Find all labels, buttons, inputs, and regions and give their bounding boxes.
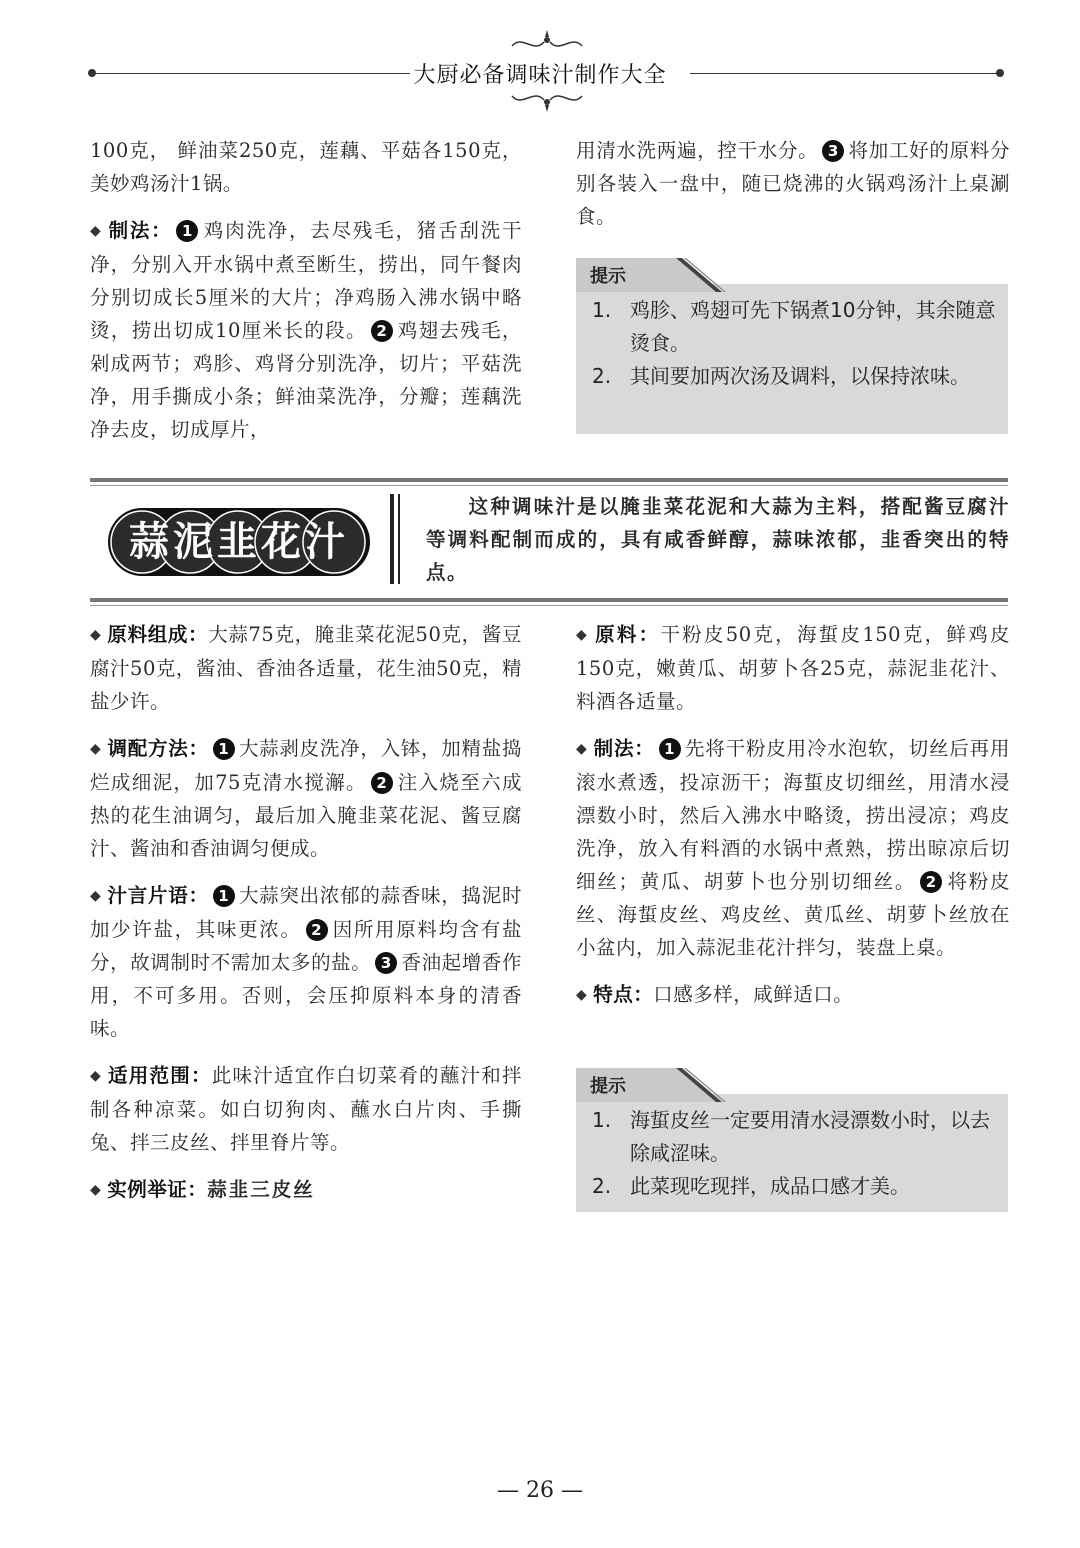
diamond-bullet-icon: ◆ xyxy=(90,888,102,904)
tip-item-text: 其间要加两次汤及调料，以保持浓味。 xyxy=(630,364,970,388)
recipe-ingredients-label: 原料： xyxy=(593,623,661,646)
tip-item-number: 1. xyxy=(592,298,612,322)
tip-item xyxy=(576,294,1008,360)
method-step-2: 鸡翅去残毛，剁成两节；鸡胗、鸡肾分别洗净，切片；平菇洗净，用手撕成小条；鲜油菜洗净，分瓣；莲藕洗净去皮，切成厚片， xyxy=(90,319,522,441)
section-intro-text: 这种调味汁是以腌韭菜花泥和大蒜为主料，搭配酱豆腐汁等调料配制而成的，具有咸香鲜醇，蒜味浓郁，韭香突出的特点。 xyxy=(426,495,1010,584)
diamond-bullet-icon: ◆ xyxy=(576,741,588,757)
feature-text: 口感多样，咸鲜适口。 xyxy=(653,983,854,1006)
method-step-1: 鸡肉洗净，去尽残毛，猪舌刮洗干净，分别入开水锅中煮至断生，捞出，同午餐肉分别切成长5厘米的大片；净鸡肠入沸水锅中略烫，捞出切成10厘米长的段。 xyxy=(90,219,522,342)
diamond-bullet-icon: ◆ xyxy=(90,1182,102,1198)
tips-step-3: 香油起增香作用，不可多用。否则，会压抑原料本身的清香味。 xyxy=(90,951,522,1040)
recipe-method-step-2: 将粉皮丝、海蜇皮丝、鸡皮丝、黄瓜丝、胡萝卜丝放在小盆内，加入蒜泥韭花汁拌匀，装盘上桌。 xyxy=(576,870,1010,959)
recipe-method-step-1: 先将干粉皮用冷水泡软，切丝后再用滚水煮透，投凉沥干；海蜇皮切细丝，用清水浸漂数小时，然后入沸水中略烫，捞出浸凉；鸡皮洗净，放入有料酒的水锅中煮熟，捞出晾凉后切细丝；黄瓜、胡萝卜也分别切细丝。 xyxy=(576,737,1010,893)
tip-item-text: 海蜇皮丝一定要用清水浸漂数小时，以去除咸涩味。 xyxy=(630,1108,990,1165)
ingredients-continued: 100克， 鲜油菜250克，莲藕、平菇各150克，美妙鸡汤汁1锅。 xyxy=(90,139,522,195)
recipe-ingredients-paragraph xyxy=(576,618,1010,718)
step-2-icon: 2 xyxy=(920,871,942,893)
section-rule-top-thin xyxy=(90,485,1008,486)
header-rule-left xyxy=(94,73,410,74)
ornament-bottom xyxy=(508,86,586,114)
recipe-method-paragraph xyxy=(576,732,1010,964)
tip-item xyxy=(576,1104,1008,1170)
ingredients-label: 原料组成： xyxy=(107,623,209,646)
section-rule-top xyxy=(90,478,1008,482)
divider-bar-thick xyxy=(390,494,394,584)
tip-item-number: 1. xyxy=(592,1108,612,1132)
tip-label-2: 提示 xyxy=(590,1076,626,1097)
header-rule-right xyxy=(690,73,1000,74)
diamond-bullet-icon: ◆ xyxy=(90,1068,102,1084)
step-2-icon: 2 xyxy=(371,772,393,794)
step-1-icon: 1 xyxy=(659,738,681,760)
top-left-column xyxy=(90,134,522,460)
method-paragraph xyxy=(90,214,522,446)
method-continued xyxy=(576,134,1010,233)
section-title: 蒜泥韭花汁 xyxy=(129,519,349,565)
diamond-bullet-icon: ◆ xyxy=(90,741,102,757)
ingredients-paragraph xyxy=(90,618,522,718)
tip-box-1 xyxy=(576,266,1008,434)
step-3-icon: 3 xyxy=(375,952,397,974)
lower-left-column xyxy=(90,618,522,1221)
tip-item xyxy=(576,1170,1008,1203)
ornament-top xyxy=(508,28,586,56)
feature-label: 特点： xyxy=(593,983,654,1006)
tips-label: 汁言片语： xyxy=(107,884,209,907)
section-rule-bottom-thin xyxy=(90,605,1008,606)
step-2-icon: 2 xyxy=(306,919,328,941)
tip-item-text: 鸡胗、鸡翅可先下锅煮10分钟，其余随意烫食。 xyxy=(630,298,996,355)
scope-paragraph xyxy=(90,1059,522,1159)
feature-paragraph xyxy=(576,978,1010,1012)
step-1-icon: 1 xyxy=(213,738,235,760)
step-3-icon: 3 xyxy=(822,140,844,162)
scope-label: 适用范围： xyxy=(107,1064,212,1087)
diamond-bullet-icon: ◆ xyxy=(90,627,102,643)
diamond-bullet-icon: ◆ xyxy=(576,627,588,643)
method-label: 制法： xyxy=(107,219,173,242)
tip-box-2 xyxy=(576,1076,1008,1212)
running-header-title: 大厨必备调味汁制作大全 xyxy=(413,63,667,88)
example-paragraph xyxy=(90,1173,522,1207)
prep-step-2: 注入烧至六成热的花生油调匀，最后加入腌韭菜花泥、酱豆腐汁、酱油和香油调匀便成。 xyxy=(90,771,522,860)
diamond-bullet-icon: ◆ xyxy=(90,223,102,239)
method-step-3: 将加工好的原料分别各装入一盘中，随已烧沸的火锅鸡汤汁上桌涮食。 xyxy=(576,139,1010,228)
step-2-icon: 2 xyxy=(371,320,393,342)
prep-label: 调配方法： xyxy=(107,737,209,760)
prep-paragraph xyxy=(90,732,522,865)
tips-step-1: 大蒜突出浓郁的蒜香味，捣泥时加少许盐，其味更浓。 xyxy=(90,884,522,941)
tip-item-number: 2. xyxy=(592,1174,612,1198)
tip-list-2 xyxy=(576,1094,1008,1203)
method-continued-a: 用清水洗两遍，控干水分。 xyxy=(576,139,819,162)
tip-item xyxy=(576,360,1008,393)
diamond-bullet-icon: ◆ xyxy=(576,987,588,1003)
ingredients-text: 大蒜75克，腌韭菜花泥50克，酱豆腐汁50克，酱油、香油各适量，花生油50克，精盐少许。 xyxy=(90,623,522,713)
tips-paragraph xyxy=(90,879,522,1045)
tip-label-1: 提示 xyxy=(590,266,626,287)
recipe-ingredients-text: 干粉皮50克，海蜇皮150克，鲜鸡皮150克，嫩黄瓜、胡萝卜各25克，蒜泥韭花汁、料酒各适量。 xyxy=(576,623,1010,713)
tip-item-text: 此菜现吃现拌，成品口感才美。 xyxy=(630,1174,910,1198)
scope-text: 此味汁适宜作白切菜肴的蘸汁和拌制各种凉菜。如白切狗肉、蘸水白片肉、手撕兔、拌三皮丝、拌里脊片等。 xyxy=(90,1064,522,1154)
tip-item-number: 2. xyxy=(592,364,612,388)
tips-step-2: 因所用原料均含有盐分，故调制时不需加太多的盐。 xyxy=(90,918,522,974)
section-intro xyxy=(426,490,1010,589)
section-rule-bottom xyxy=(90,598,1008,602)
divider-bar-thin xyxy=(398,494,400,584)
top-right-column xyxy=(576,134,1010,247)
example-label: 实例举证： xyxy=(107,1178,208,1201)
step-1-icon: 1 xyxy=(176,220,198,242)
header-dot-right xyxy=(996,69,1004,77)
page-number: — 26 — xyxy=(497,1478,583,1503)
recipe-method-label: 制法： xyxy=(593,737,655,760)
prep-step-1: 大蒜剥皮洗净，入钵，加精盐捣烂成细泥，加75克清水搅澥。 xyxy=(90,737,522,794)
example-dish-name: 蒜韭三皮丝 xyxy=(207,1178,315,1201)
step-1-icon: 1 xyxy=(213,885,235,907)
tip-list-1 xyxy=(576,284,1008,393)
lower-right-column xyxy=(576,618,1010,1026)
